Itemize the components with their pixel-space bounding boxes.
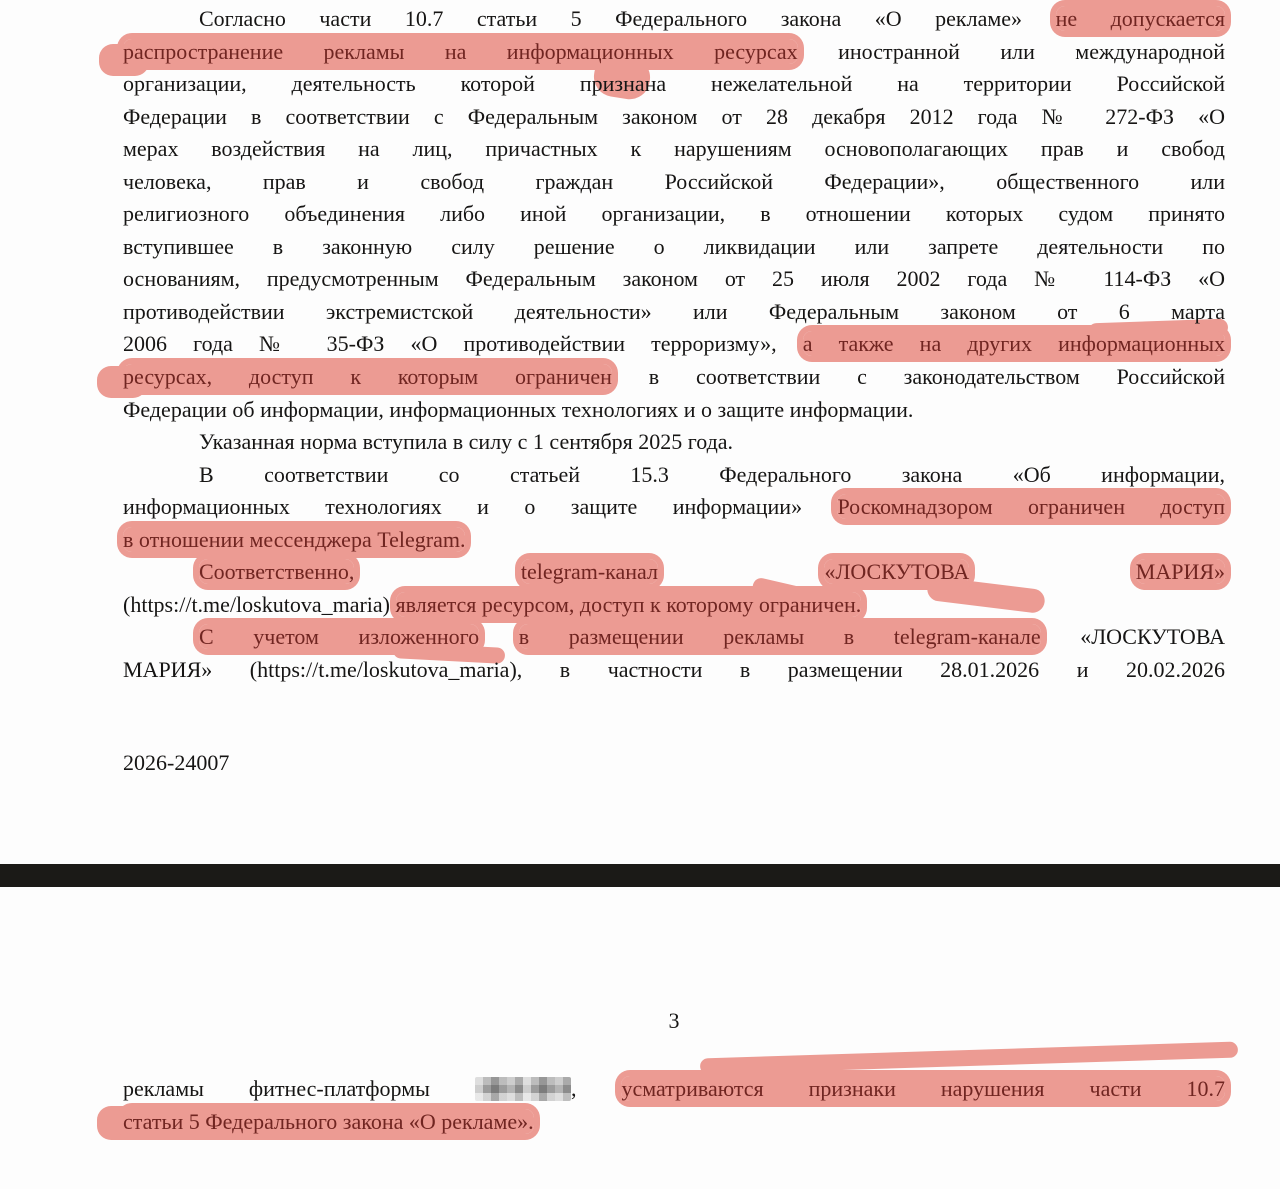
text-segment: человека, прав и свобод граждан Российской Федерации», общественного или	[123, 168, 1225, 194]
document-body-text	[123, 3, 1225, 686]
text-segment: вступившее в законную силу решение о ликвидации или запрете деятельности по	[123, 233, 1225, 259]
text-line	[123, 36, 1225, 69]
highlighted-segment: С учетом изложенного	[199, 624, 480, 650]
text-line	[123, 1105, 1225, 1138]
highlighted-segment: в размещении рекламы в telegram-канале	[518, 624, 1041, 650]
text-segment: Согласно части 10.7 статьи 5 Федерального закона «О рекламе»	[199, 6, 1056, 31]
text-line	[123, 296, 1225, 329]
highlighted-segment: не допускается	[1055, 6, 1225, 31]
text-line	[123, 133, 1225, 166]
text-segment: ,	[570, 1076, 622, 1101]
redacted-text	[475, 1077, 571, 1101]
text-segment: (https://t.me/loskutova_maria)	[123, 591, 396, 617]
text-segment	[658, 559, 825, 584]
text-segment: Федерации об информации, информационных технологиях и о защите информации.	[123, 396, 914, 422]
text-line	[123, 231, 1225, 264]
text-segment	[479, 624, 519, 649]
highlighted-segment: усматриваются признаки нарушения части 10.7	[621, 1076, 1226, 1101]
highlighted-segment: МАРИЯ»	[1135, 559, 1226, 585]
highlighted-segment: в отношении мессенджера Telegram.	[123, 526, 466, 552]
text-segment: противодействии экстремистской деятельности» или Федеральным законом от 6 марта	[123, 298, 1225, 324]
highlighted-segment: telegram-канал	[520, 559, 658, 585]
highlighted-segment: Соответственно,	[199, 559, 355, 585]
highlighted-segment: «ЛОСКУТОВА	[824, 559, 970, 585]
page-number: 3	[668, 1008, 680, 1033]
page-divider-bar	[0, 864, 1280, 887]
text-line	[123, 524, 1225, 557]
highlighted-segment: является ресурсом, доступ к которому ограничен.	[395, 591, 862, 617]
text-segment: В соответствии со статьей 15.3 Федерального закона «Об информации,	[199, 461, 1225, 487]
text-line	[123, 198, 1225, 231]
highlighted-segment: статьи 5 Федерального закона «О рекламе».	[123, 1109, 534, 1134]
highlighted-segment: ресурсах, доступ к которым ограничен	[123, 364, 612, 390]
document-number: 2026-24007	[123, 750, 230, 775]
marker-stroke-footer-swoosh	[700, 1042, 1238, 1075]
text-segment	[354, 559, 521, 584]
text-line	[123, 654, 1225, 687]
text-line	[123, 621, 1225, 654]
highlighted-segment: распространение рекламы на информационных ресурсах	[123, 38, 798, 64]
text-line	[123, 426, 1225, 459]
text-line	[123, 68, 1225, 101]
text-segment: рекламы фитнес-платформы	[123, 1076, 475, 1101]
text-line	[123, 589, 1225, 622]
text-segment: религиозного объединения либо иной организации, в отношении которых судом принято	[123, 201, 1225, 227]
text-segment	[969, 559, 1136, 584]
text-segment: организации, деятельность которой признана нежелательной на территории Российской	[123, 71, 1225, 97]
text-line	[123, 166, 1225, 199]
text-line	[123, 361, 1225, 394]
highlighted-segment: Роскомнадзором ограничен доступ	[837, 494, 1225, 520]
text-segment: в соответствии с законодательством Российской	[611, 364, 1225, 390]
text-segment: иностранной или международной	[797, 38, 1226, 64]
text-segment: Указанная норма вступила в силу с 1 сентября 2025 года.	[199, 429, 734, 455]
text-segment: Федерации в соответствии с Федеральным законом от 28 декабря 2012 года № 272-ФЗ «О	[123, 103, 1225, 129]
next-page-text	[123, 1072, 1225, 1138]
text-line	[123, 394, 1225, 427]
text-segment: мерах воздействия на лиц, причастных к нарушениям основополагающих прав и свобод	[123, 136, 1225, 162]
text-line	[123, 263, 1225, 296]
text-line	[123, 328, 1225, 361]
text-segment: основаниям, предусмотренным Федеральным законом от 25 июля 2002 года № 114-ФЗ «О	[123, 266, 1225, 292]
text-line	[123, 556, 1225, 589]
text-line	[123, 1072, 1225, 1105]
text-segment: информационных технологиях и о защите информации»	[123, 494, 838, 520]
highlighted-segment: а также на других информационных	[802, 331, 1225, 357]
text-segment: МАРИЯ» (https://t.me/loskutova_maria), в частности в размещении 28.01.2026 и 20.02.2026	[123, 656, 1225, 682]
text-line	[123, 101, 1225, 134]
text-line	[123, 491, 1225, 524]
text-segment: 2006 года № 35-ФЗ «О противодействии терроризму»,	[123, 331, 803, 357]
text-segment: «ЛОСКУТОВА	[1040, 624, 1225, 650]
text-line	[123, 3, 1225, 36]
text-line	[123, 459, 1225, 492]
